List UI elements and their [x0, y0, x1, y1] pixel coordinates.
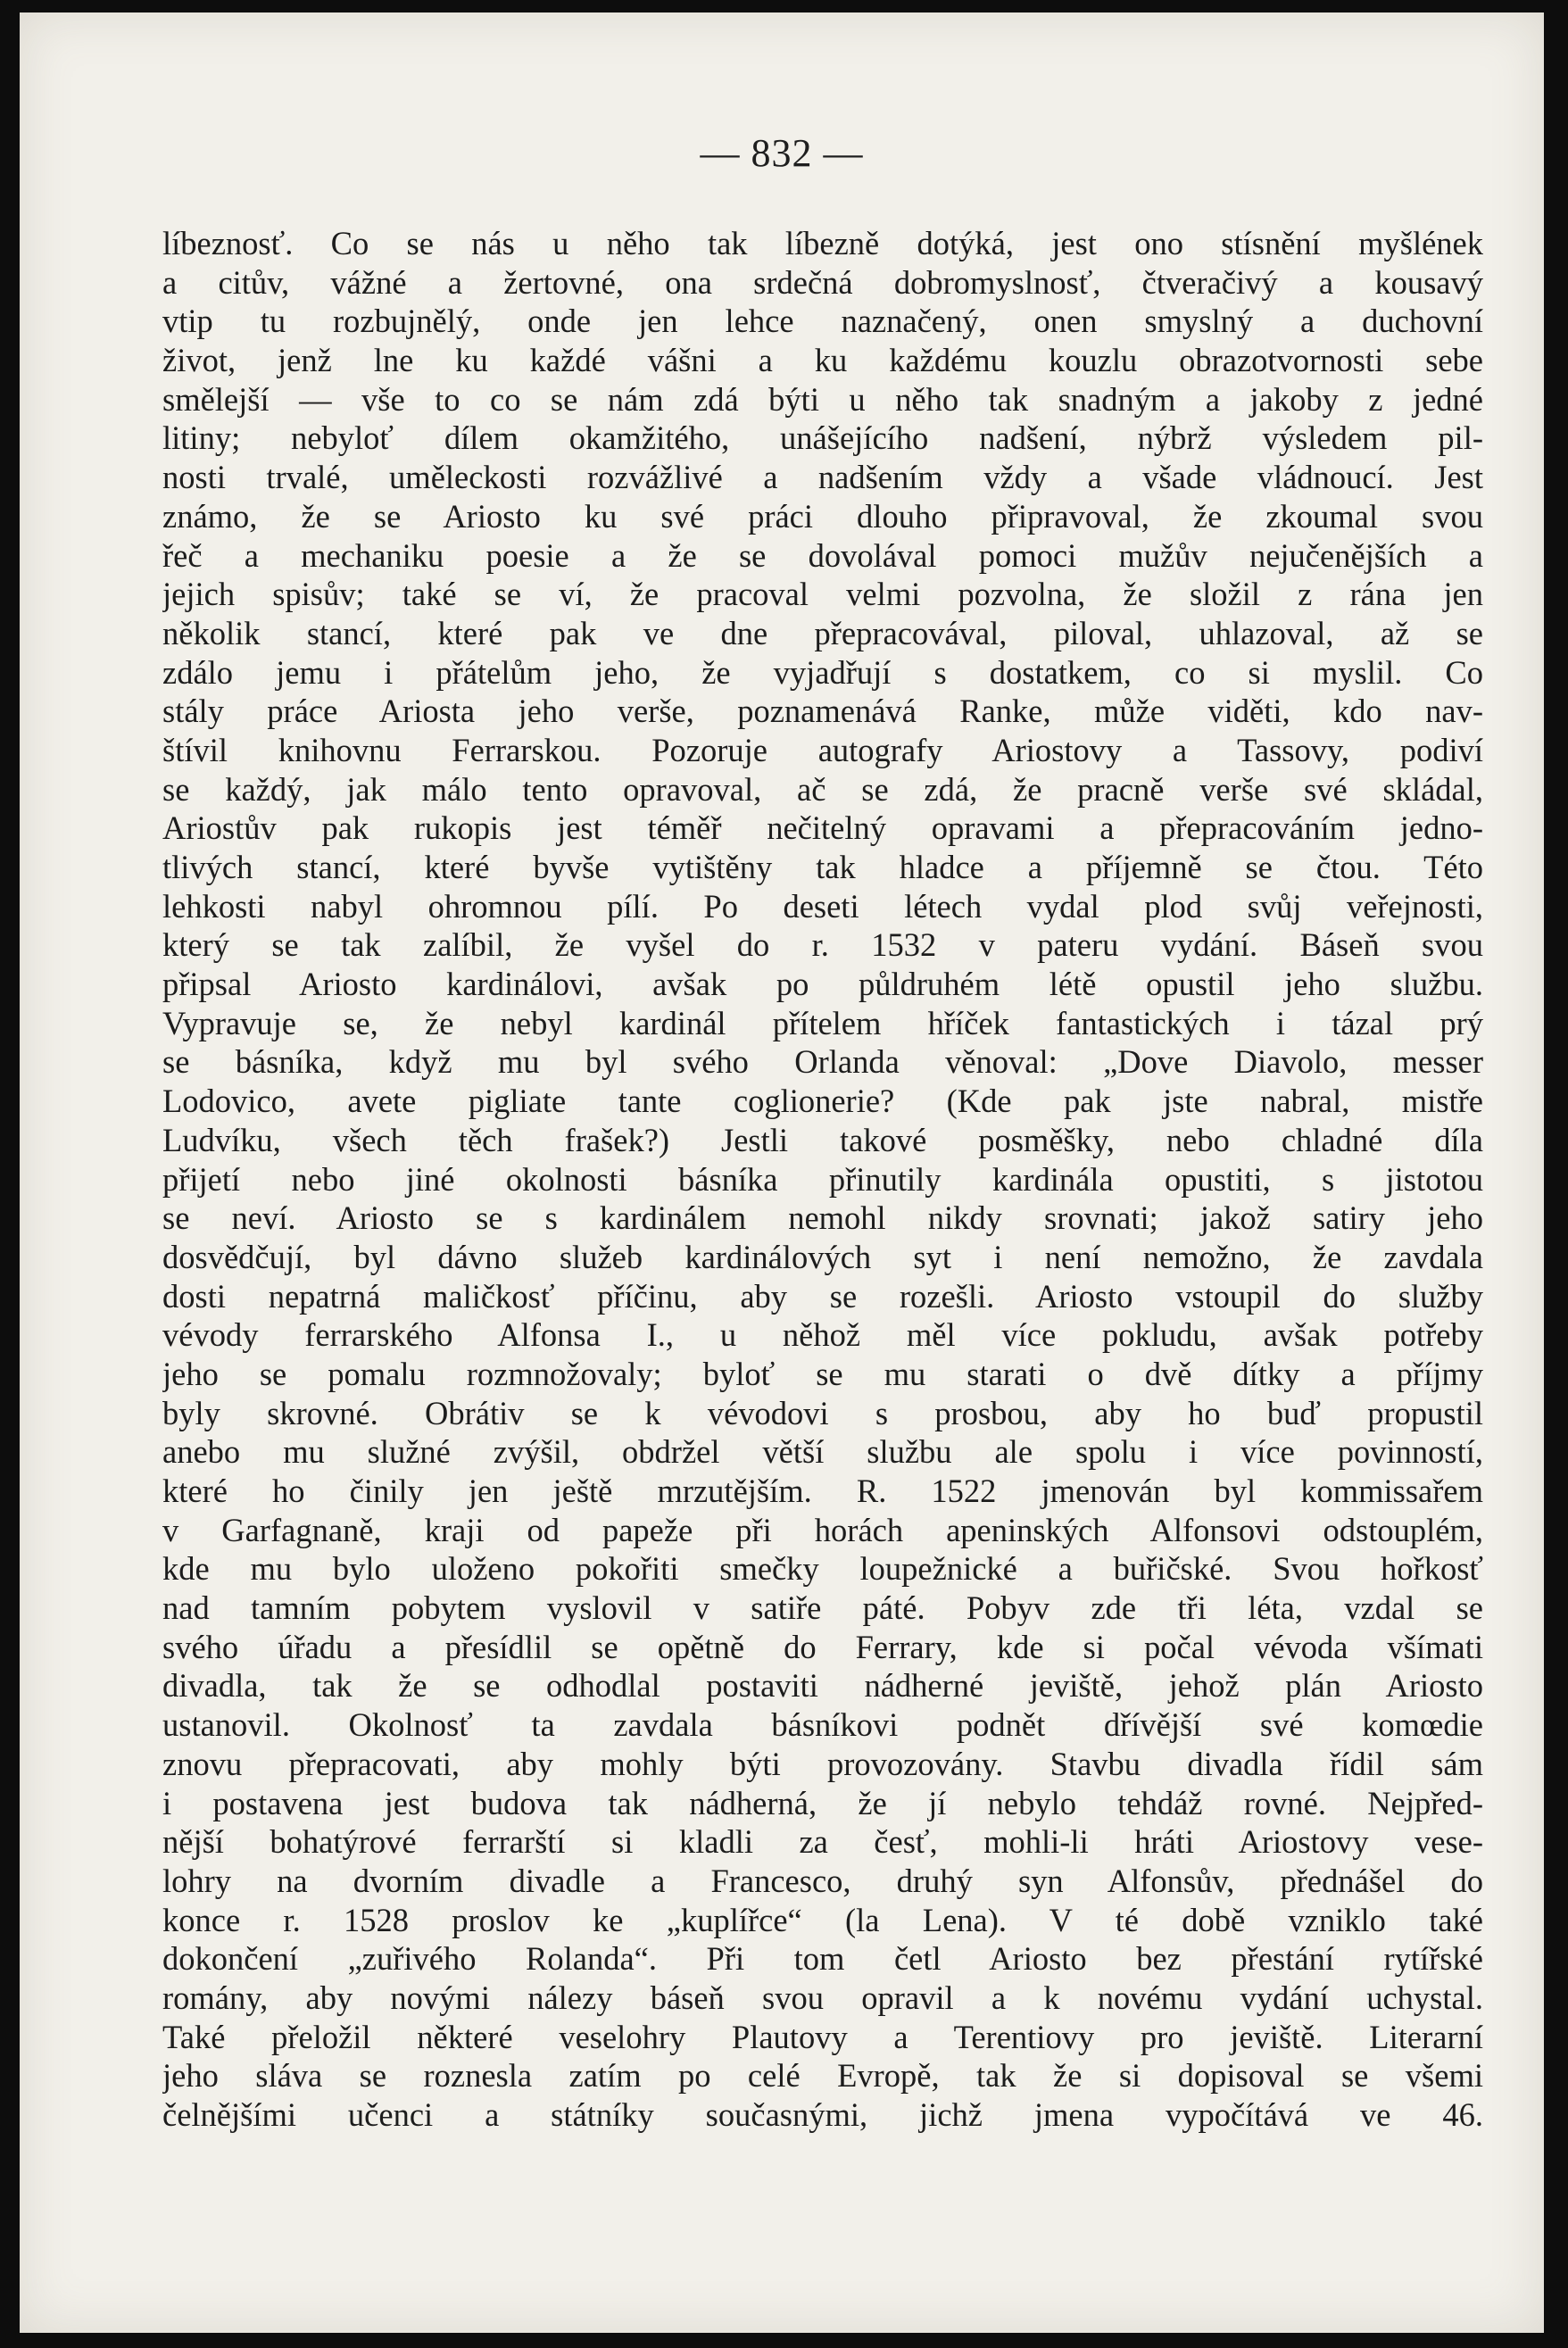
- text-line: tlivých stancí, které byvše vytištěny tak hladce a příjemně se čtou. Této: [162, 849, 1483, 885]
- text-line: několik stancí, které pak ve dne přepracovával, piloval, uhlazoval, až se: [162, 614, 1483, 651]
- text-line: nější bohatýrové ferrarští si kladli za česť, mohli-li hráti Ariostovy vese-: [162, 1823, 1483, 1861]
- text-line: vtip tu rozbujnělý, onde jen lehce naznačený, onen smyslný a duchovní: [162, 303, 1483, 340]
- text-line: litiny; nebyloť dílem okamžitého, unášejícího nadšení, nýbrž výsledem pil-: [162, 419, 1483, 457]
- text-line: a citův, vážné a žertovné, ona srdečná dobromyslnosť, čtveračivý a kousavý: [162, 263, 1483, 301]
- text-line: se každý, jak málo tento opravoval, ač se zdá, že pracně verše své skládal,: [162, 770, 1483, 808]
- text-line: anebo mu služné zvýšil, obdržel větší službu ale spolu i více povinností,: [162, 1433, 1483, 1471]
- text-line: konce r. 1528 proslov ke „kuplířce“ (la Lena). V té době vzniklo také: [162, 1901, 1483, 1938]
- text-line: nosti trvalé, uměleckosti rozvážlivé a nadšením vždy a všade vládnoucí. Jest: [162, 459, 1483, 496]
- text-line: v Garfagnaně, kraji od papeže při horách apeninských Alfonsovi odstouplém,: [162, 1511, 1483, 1548]
- text-line: Vypravuje se, že nebyl kardinál přítelem hříček fantastických i tázal prý: [162, 1004, 1483, 1041]
- text-line: stály práce Ariosta jeho verše, poznamenává Ranke, může viděti, kdo nav-: [162, 693, 1483, 730]
- page-number: — 832 —: [700, 131, 864, 175]
- text-line: nad tamním pobytem vyslovil v satiře páté. Pobyv zde tři léta, vzdal se: [162, 1589, 1483, 1627]
- text-line: Ariostův pak rukopis jest téměř nečitelný opravami a přepracováním jedno-: [162, 809, 1483, 847]
- text-line: dosvědčují, byl dávno služeb kardinálových syt i není nemožno, že zavdala: [162, 1238, 1483, 1275]
- text-line: dosti nepatrná maličkosť příčinu, aby se rozešli. Ariosto vstoupil do služby: [162, 1277, 1483, 1315]
- text-line: připsal Ariosto kardinálovi, avšak po půldruhém létě opustil jeho službu.: [162, 966, 1483, 1003]
- text-line: který se tak zalíbil, že vyšel do r. 1532 v pateru vydání. Báseň svou: [162, 926, 1483, 964]
- text-line: jejich spisův; také se ví, že pracoval velmi pozvolna, že složil z rána jen: [162, 576, 1483, 613]
- text-line: dokončení „zuřivého Rolanda“. Při tom četl Ariosto bez přestání rytířské: [162, 1940, 1483, 1978]
- text-line: se neví. Ariosto se s kardinálem nemohl nikdy srovnati; jakož satiry jeho: [162, 1199, 1483, 1237]
- text-line: zdálo jemu i přátelům jeho, že vyjadřují s dostatkem, co si myslil. Co: [162, 653, 1483, 691]
- text-line: se básníka, když mu byl svého Orlanda věnoval: „Dove Diavolo, messer: [162, 1043, 1483, 1081]
- text-line: Ludvíku, všech těch frašek?) Jestli takové posměšky, nebo chladné díla: [162, 1121, 1483, 1158]
- text-line: ustanovil. Okolnosť ta zavdala básníkovi podnět dřívější své komœdie: [162, 1706, 1483, 1744]
- text-line: svého úřadu a přesídlil se opětně do Ferrary, kde si počal vévoda všímati: [162, 1628, 1483, 1665]
- text-line: znovu přepracovati, aby mohly býti provozovány. Stavbu divadla řídil sám: [162, 1745, 1483, 1782]
- text-line: vévody ferrarského Alfonsa I., u něhož měl více pokludu, avšak potřeby: [162, 1316, 1483, 1354]
- text-line: smělejší — vše to co se nám zdá býti u něho tak snadným a jakoby z jedné: [162, 380, 1483, 418]
- body-text: [162, 224, 1483, 2135]
- text-line: lehkosti nabyl ohromnou pílí. Po deseti létech vydal plod svůj veřejnosti,: [162, 887, 1483, 925]
- book-page: [20, 12, 1544, 2333]
- text-line: lohry na dvorním divadle a Francesco, druhý syn Alfonsův, přednášel do: [162, 1862, 1483, 1899]
- text-line: líbeznosť. Co se nás u něho tak líbezně dotýká, jest ono stísnění myšlének: [162, 225, 1483, 261]
- text-line: byly skrovné. Obrátiv se k vévodovi s prosbou, aby ho buď propustil: [162, 1394, 1483, 1431]
- text-line: přijetí nebo jiné okolnosti básníka přinutily kardinála opustiti, s jistotou: [162, 1160, 1483, 1198]
- text-line: jeho se pomalu rozmnožovaly; byloť se mu starati o dvě dítky a příjmy: [162, 1355, 1483, 1392]
- text-line: Lodovico, avete pigliate tante coglionerie? (Kde pak jste nabral, mistře: [162, 1083, 1483, 1120]
- text-line: život, jenž lne ku každé vášni a ku každému kouzlu obrazotvornosti sebe: [162, 342, 1483, 379]
- text-line: štívil knihovnu Ferrarskou. Pozoruje autografy Ariostovy a Tassovy, podiví: [162, 731, 1483, 768]
- text-line: jeho sláva se roznesla zatím po celé Evropě, tak že si dopisoval se všemi: [162, 2057, 1483, 2095]
- text-line: čelnějšími učenci a státníky současnými, jichž jmena vypočítává ve 46.: [162, 2096, 1483, 2133]
- text-line: kde mu bylo uloženo pokořiti smečky loupežnické a buřičské. Svou hořkosť: [162, 1550, 1483, 1588]
- text-line: známo, že se Ariosto ku své práci dlouho připravoval, že zkoumal svou: [162, 497, 1483, 535]
- text-line: romány, aby novými nálezy báseň svou opravil a k novému vydání uchystal.: [162, 1979, 1483, 2016]
- text-line: Také přeložil některé veselohry Plautovy a Terentiovy pro jeviště. Literarní: [162, 2018, 1483, 2055]
- text-line: řeč a mechaniku poesie a že se dovolával pomoci mužův nejučenějších a: [162, 536, 1483, 574]
- text-line: divadla, tak že se odhodlal postaviti nádherné jeviště, jehož plán Ariosto: [162, 1667, 1483, 1705]
- text-line: i postavena jest budova tak nádherná, že jí nebylo tehdáž rovné. Nejpřed-: [162, 1784, 1483, 1821]
- text-line: které ho činily jen ještě mrzutějším. R. 1522 jmenován byl kommissařem: [162, 1473, 1483, 1509]
